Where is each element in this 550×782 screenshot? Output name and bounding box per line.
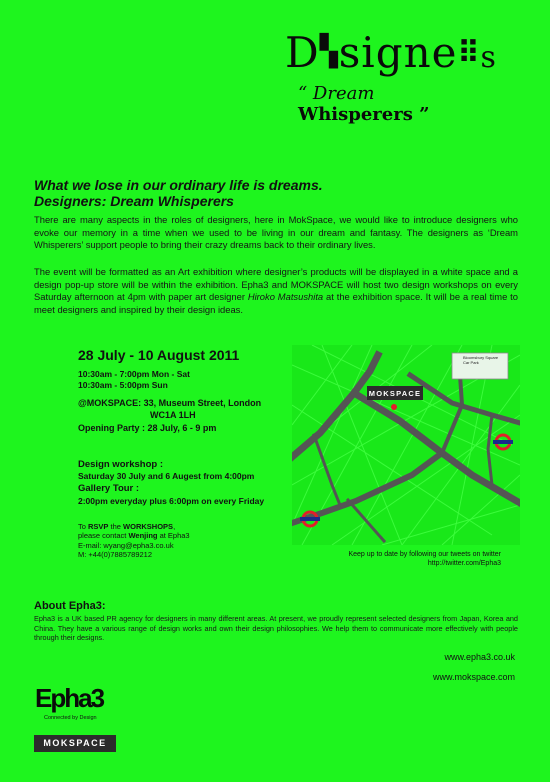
rsvp-keyword: RSVP — [88, 522, 109, 531]
rsvp-text-to: To — [78, 522, 89, 531]
logo-block-glyph: ▚ — [319, 34, 339, 69]
epha3-tagline: Connected by Design — [44, 715, 97, 721]
rsvp-line — [78, 522, 175, 531]
rsvp-contact-org: at Epha3 — [157, 531, 190, 540]
gallery-tour-hours: 2:00pm everyday plus 6:00pm on every Friday — [78, 496, 265, 506]
twitter-note: Keep up to date by following our tweets on twitter — [348, 551, 501, 558]
hours-weekday: 10:30am - 7:00pm Mon - Sat — [78, 369, 190, 379]
rsvp-email[interactable]: E-mail: wyang@epha3.co.uk — [78, 541, 174, 550]
mokspace-map-text: MOKSPACE — [368, 389, 422, 398]
map-graphic — [292, 345, 520, 545]
about-text: Epha3 is a UK based PR agency for designers in many different areas. At present, we proudly represent selected designers from Japan, Korea and China. They have a various range of design works and own their design philosophies. We help them to communicate more effectively with people through their designs. — [34, 614, 518, 643]
intro-paragraph: There are many aspects in the roles of designers, here in MokSpace, we would like to introduce designers who evoke our memory in a time when we used to be living in our dream and fantasy. The designers as ‘Dream Whisperers’ support people to bring their crazy dreams back to their ordinary lives. — [34, 214, 518, 251]
logo-letter-d: D — [285, 28, 320, 77]
rsvp-mobile: M: +44(0)7885789212 — [78, 550, 153, 559]
location-marker-icon — [391, 404, 397, 410]
gallery-tour-heading: Gallery Tour : — [78, 483, 140, 494]
opening-party: Opening Party : 28 July, 6 - 9 pm — [78, 423, 217, 433]
epha3-website-link[interactable]: www.epha3.co.uk — [444, 652, 515, 662]
car-park-label: Bloomsbury Square Car Park — [463, 355, 499, 365]
logo-subtitle-whisperers: Whisperers ” — [298, 104, 430, 125]
event-paragraph — [34, 266, 518, 316]
about-heading: About Epha3: — [34, 600, 106, 612]
headline-dream-whisperers: Designers: Dream Whisperers — [34, 193, 234, 209]
mokspace-logo: MOKSPACE — [34, 735, 116, 752]
designer-name: Hiroko Matsushita — [247, 291, 324, 303]
rsvp-contact-text: please contact — [78, 531, 129, 540]
rsvp-workshops: WORKSHOPS — [123, 522, 174, 531]
venue-address: @MOKSPACE: 33, Museum Street, London — [78, 398, 262, 408]
logo-letter-s: s — [480, 40, 497, 75]
hours-sunday: 10:30am - 5:00pm Sun — [78, 380, 168, 390]
headline-dreams: What we lose in our ordinary life is dreams. — [34, 177, 323, 193]
rsvp-contact-line — [78, 531, 190, 540]
workshop-dates: Saturday 30 July and 6 Augest from 4:00pm — [78, 471, 255, 481]
logo-subtitle-dream: “ Dream — [298, 83, 375, 104]
rsvp-contact-name: Wenjing — [128, 531, 158, 540]
epha3-logo: Epha3 — [35, 683, 104, 713]
event-paragraph-text-b: at the exhibition space. It will be a real time to meet designers and inspired by their design ideas. — [34, 291, 518, 315]
rsvp-text-the: the — [108, 522, 124, 531]
designers-logo — [285, 28, 535, 80]
location-map — [292, 345, 520, 545]
twitter-link[interactable]: http://twitter.com/Epha3 — [427, 560, 501, 567]
event-paragraph-text-a: The event will be formatted as an Art exhibition where designer’s products will be displayed in a white space and a design pop-up store will be within the exhibition. Epha3 and MOKSPACE will host two design workshops on every Saturday afternoon at 4pm with paper art designer — [34, 266, 518, 303]
rsvp-comma: , — [173, 522, 176, 531]
mokspace-website-link[interactable]: www.mokspace.com — [432, 672, 515, 682]
logo-letters-signe: signe — [338, 28, 458, 77]
venue-postcode: WC1A 1LH — [150, 410, 196, 420]
event-dates: 28 July - 10 August 2011 — [78, 347, 240, 363]
workshop-heading: Design workshop : — [78, 459, 163, 470]
logo-dots-glyph: ⠿ — [457, 36, 481, 71]
